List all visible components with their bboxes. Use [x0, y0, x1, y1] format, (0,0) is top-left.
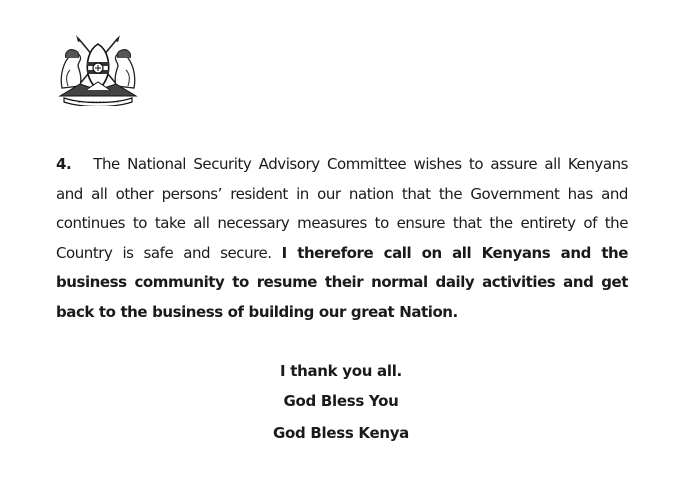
paragraph-number: 4. — [56, 155, 72, 173]
kenya-coat-of-arms-icon — [56, 34, 140, 106]
closing-bless-kenya: God Bless Kenya — [272, 424, 409, 442]
paragraph-text-bold: I therefore call on all Kenyans and the business community to resume their normal daily activities and get back to the business of building our great Nation. — [56, 243, 628, 321]
closing-thanks: I thank you all. — [280, 362, 402, 380]
closing-bless-you: God Bless You — [283, 392, 399, 410]
statement-paragraph — [56, 150, 628, 328]
paragraph-text-regular: The National Security Advisory Committee wishes to assure all Kenyans and all other persons’ resident in our nation that the Government has and continues to take all necessary measures to ensure that the entirety of the Country is safe and secure. — [56, 155, 628, 262]
